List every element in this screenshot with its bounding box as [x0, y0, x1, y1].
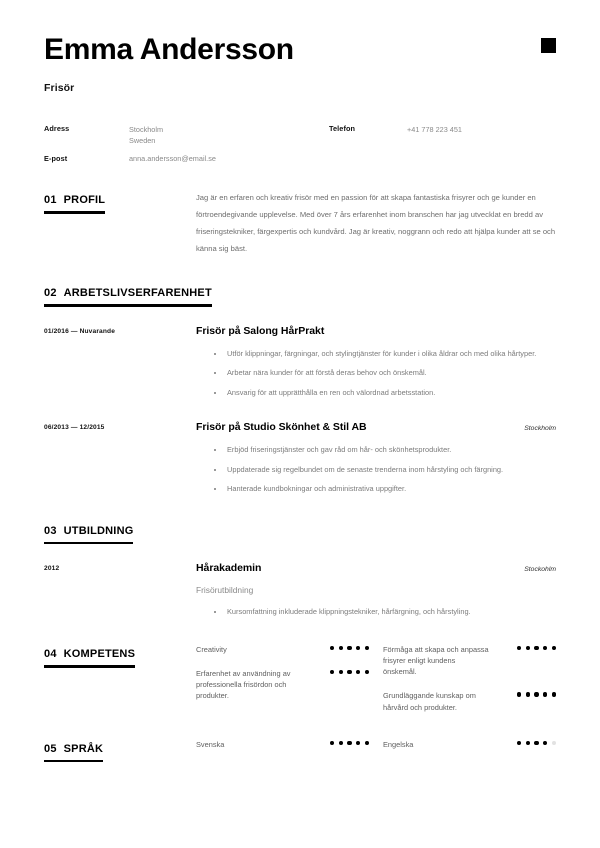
rating-dot	[356, 646, 360, 650]
experience-heading-cell	[44, 283, 212, 306]
section-languages	[0, 739, 600, 762]
experience-entry-date: 06/2013 — 12/2015	[44, 423, 105, 431]
rating-dot	[534, 741, 538, 745]
languages-columns	[196, 739, 556, 762]
skills-heading	[44, 648, 135, 667]
experience-entry-location: Stockholm	[524, 424, 556, 432]
skills-heading-rule	[44, 665, 135, 667]
photo-placeholder-icon	[541, 38, 556, 53]
skill-item	[196, 668, 369, 701]
rating-dot	[517, 741, 521, 745]
skills-heading-cell	[44, 644, 196, 713]
experience-entry-title: Frisör på Studio Skönhet & Stil AB	[196, 420, 367, 433]
skills-left-column	[196, 644, 369, 713]
skills-heading-number: 04	[44, 648, 57, 661]
resume-header	[0, 0, 600, 94]
experience-heading	[44, 287, 212, 306]
education-heading-number: 03	[44, 525, 57, 537]
skill-label: Erfarenhet av användning av professionella frisördon och produkter.	[196, 669, 291, 701]
experience-heading-rule	[44, 304, 212, 306]
list-item: Erbjöd friseringstjänster och gav råd om hår- och skönhetsprodukter.	[214, 445, 556, 456]
rating-dot	[517, 646, 521, 650]
rating-dot	[339, 741, 343, 745]
rating-dot	[365, 741, 369, 745]
experience-entry-main	[196, 421, 556, 495]
address-line-2: Sweden	[129, 135, 156, 145]
list-item: Arbetar nära kunder för att förstå deras behov och önskemål.	[214, 368, 556, 379]
list-item: Kursomfattning inkluderade klippningstekniker, hårfärgning, och hårstyling.	[214, 607, 556, 618]
language-rating	[330, 739, 369, 745]
rating-dot-empty	[552, 741, 556, 745]
skill-item	[196, 644, 369, 655]
education-entry	[44, 562, 556, 618]
experience-entry-bullets	[196, 349, 556, 399]
experience-entries	[0, 325, 600, 495]
profile-heading-rule	[44, 211, 105, 213]
candidate-job-title: Frisör	[44, 81, 75, 94]
language-item	[383, 739, 556, 750]
contact-spacer-a	[329, 153, 407, 164]
skills-columns	[196, 644, 556, 713]
languages-heading-rule	[44, 760, 103, 762]
experience-entry	[44, 421, 556, 495]
experience-heading-filler	[196, 283, 556, 306]
education-heading-title: UTBILDNING	[63, 525, 134, 537]
section-skills	[0, 644, 600, 713]
list-item: Ansvarig för att upprätthålla en ren och välordnad arbetsstation.	[214, 388, 556, 399]
rating-dot	[534, 646, 538, 650]
skill-label: Grundläggande kunskap om hårvård och produkter.	[383, 691, 476, 712]
rating-dot	[526, 646, 530, 650]
experience-heading-title: ARBETSLIVSERFARENHET	[63, 287, 212, 300]
contact-details	[0, 124, 600, 165]
education-heading-filler	[196, 521, 556, 544]
email-label: E-post	[44, 153, 68, 163]
language-rating	[517, 739, 556, 745]
rating-dot	[339, 646, 343, 650]
experience-heading-number: 02	[44, 287, 57, 300]
education-heading-cell	[44, 521, 196, 544]
language-label: Svenska	[196, 739, 225, 749]
education-entry-subtitle: Frisörutbildning	[196, 585, 254, 596]
skill-rating	[517, 690, 556, 696]
experience-entry	[44, 325, 556, 399]
list-item: Utför klippningar, färgningar, och stylingtjänster för kunder i olika åldrar och med olika hårtyper.	[214, 349, 556, 360]
rating-dot	[347, 741, 351, 745]
rating-dot	[543, 646, 547, 650]
experience-entry-bullets	[196, 445, 556, 495]
education-heading	[44, 525, 133, 544]
rating-dot	[339, 670, 343, 674]
languages-heading-number: 05	[44, 742, 57, 755]
list-item: Uppdaterade sig regelbundet om de senaste trenderna inom hårstyling och färgning.	[214, 465, 556, 476]
education-heading-rule	[44, 542, 133, 544]
rating-dot	[330, 741, 334, 745]
phone-label: Telefon	[329, 124, 356, 133]
rating-dot	[356, 670, 360, 674]
profile-heading	[44, 194, 105, 213]
education-entry-location: Stockohlm	[524, 566, 556, 574]
email-value[interactable]: anna.andersson@email.se	[129, 154, 216, 164]
skills-heading-title: KOMPETENS	[63, 648, 136, 661]
section-experience	[0, 283, 600, 306]
language-label: Engelska	[383, 739, 414, 749]
languages-heading	[44, 743, 103, 762]
education-entry-title-row	[196, 562, 556, 574]
rating-dot	[543, 692, 547, 696]
languages-heading-cell	[44, 739, 196, 762]
rating-dot	[356, 741, 360, 745]
rating-dot	[330, 646, 334, 650]
section-education	[0, 521, 600, 544]
rating-dot	[552, 692, 556, 696]
profile-heading-number: 01	[44, 194, 57, 207]
section-profile	[0, 190, 600, 257]
profile-heading-cell	[44, 190, 196, 257]
phone-value: +41 778 223 451	[407, 124, 462, 134]
rating-dot	[347, 646, 351, 650]
skill-item	[383, 690, 556, 712]
contact-spacer-b	[407, 153, 556, 164]
experience-entry-date: 01/2016 — Nuvarande	[44, 327, 116, 335]
education-entry-date: 2012	[44, 565, 60, 573]
list-item: Hanterade kundbokningar och administrativa uppgifter.	[214, 484, 556, 495]
skill-rating	[330, 668, 369, 674]
skill-rating	[330, 644, 369, 650]
rating-dot	[543, 741, 547, 745]
experience-entry-main	[196, 325, 556, 399]
rating-dot	[330, 670, 334, 674]
candidate-name: Emma Andersson	[44, 33, 294, 66]
skill-label: Förmåga att skapa och anpassa frisyrer enligt kundens önskemål.	[383, 645, 489, 677]
skill-item	[383, 644, 556, 677]
skills-right-column	[383, 644, 556, 713]
rating-dot	[534, 692, 538, 696]
experience-entry-title-row	[196, 325, 556, 337]
education-entry-bullets	[196, 607, 556, 618]
address-label: Adress	[44, 124, 70, 133]
language-item	[196, 739, 369, 750]
skill-rating	[517, 644, 556, 650]
rating-dot	[517, 692, 521, 696]
experience-entry-title: Frisör på Salong HårPrakt	[196, 324, 325, 337]
languages-heading-title: SPRÅK	[63, 742, 104, 755]
profile-text: Jag är en erfaren och kreativ frisör med en passion för att skapa fantastiska frisyrer och ge kunder en förtroendegivande upplevelse. Med över 7 års erfarenhet inom branschen har jag utvecklat en bredd av friseringstekniker, färgexpertis och kundvård. Jag är kreativ, noggrann och redo att hjälpa kunder att se och känna sig bäst.	[196, 193, 556, 253]
rating-dot	[552, 646, 556, 650]
languages-left-column	[196, 739, 369, 762]
education-entry-main	[196, 562, 556, 618]
education-entry-title: Hårakademin	[196, 562, 262, 575]
experience-entry-title-row	[196, 421, 556, 433]
skill-label: Creativity	[196, 645, 227, 655]
languages-right-column	[383, 739, 556, 762]
address-value	[129, 124, 329, 147]
rating-dot	[526, 692, 530, 696]
education-entries	[0, 562, 600, 618]
rating-dot	[526, 741, 530, 745]
rating-dot	[347, 670, 351, 674]
rating-dot	[365, 670, 369, 674]
profile-heading-title: PROFIL	[63, 194, 106, 207]
address-line-1: Stockholm	[129, 124, 164, 134]
rating-dot	[365, 646, 369, 650]
